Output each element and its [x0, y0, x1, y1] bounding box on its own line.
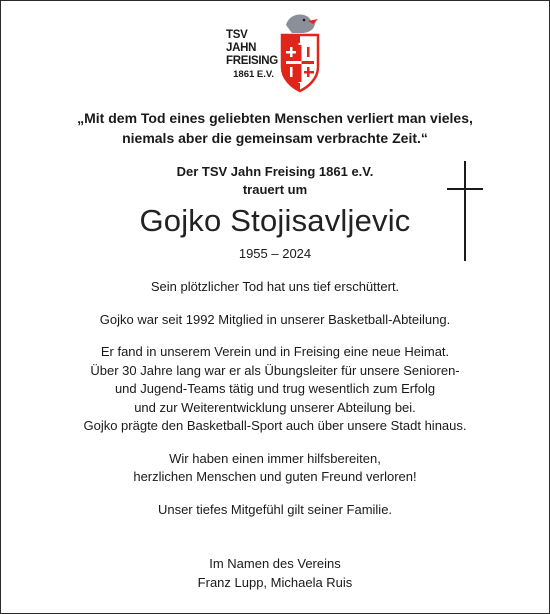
club-logo: [226, 11, 326, 95]
logo-line-3: 1861 E.V.: [233, 69, 274, 80]
signature-names: Franz Lupp, Michaela Ruis: [197, 574, 353, 590]
life-dates: 1955 – 2024: [238, 246, 312, 261]
paragraph: [1, 311, 549, 330]
deceased-name: Gojko Stojisavljevic: [139, 203, 411, 238]
logo-line-2: FREISING: [226, 55, 278, 67]
organization-name: Der TSV Jahn Freising 1861 e.V.: [176, 164, 374, 179]
paragraph: [1, 450, 549, 487]
memorial-quote: [1, 108, 549, 148]
paragraph-line: Über 30 Jahre lang war er als Übungsleiter für unsere Senioren-: [90, 362, 460, 378]
obituary-body: [1, 278, 549, 533]
paragraph-line: Er fand in unserem Verein und in Freising eine neue Heimat.: [100, 344, 450, 359]
paragraph-line: und Jugend-Teams tätig und trug wesentlich zum Erfolg: [114, 381, 436, 396]
signature-block: [1, 555, 549, 592]
paragraph-line: Gojko prägte den Basketball-Sport auch über unsere Stadt hinaus.: [83, 418, 467, 433]
signature-line-1: Im Namen des Vereins: [209, 556, 341, 571]
paragraph: [1, 278, 549, 297]
club-logo-text: [226, 29, 276, 81]
paragraph: [1, 501, 549, 520]
paragraph-line: Sein plötzlicher Tod hat uns tief erschüttert.: [150, 279, 400, 294]
mourning-verb: trauert um: [242, 182, 308, 197]
quote-line-1: „Mit dem Tod eines geliebten Menschen verliert man vieles,: [77, 110, 473, 126]
paragraph-line: herzlichen Menschen und guten Freund verloren!: [133, 469, 417, 484]
paragraph-line: Wir haben einen immer hilfsbereiten,: [169, 450, 381, 466]
paragraph-line: Gojko war seit 1992 Mitglied in unserer Basketball-Abteilung.: [99, 311, 451, 327]
paragraph-line: und zur Weiterentwicklung unserer Abteilung bei.: [134, 399, 416, 415]
paragraph-line: Unser tiefes Mitgefühl gilt seiner Familie.: [157, 501, 393, 517]
quote-line-2: niemals aber die gemeinsam verbrachte Zeit.“: [122, 130, 428, 146]
logo-line-1: TSV JAHN: [226, 29, 257, 54]
cross-icon: [447, 161, 483, 261]
paragraph: [1, 343, 549, 436]
club-crest-icon: [274, 11, 324, 95]
